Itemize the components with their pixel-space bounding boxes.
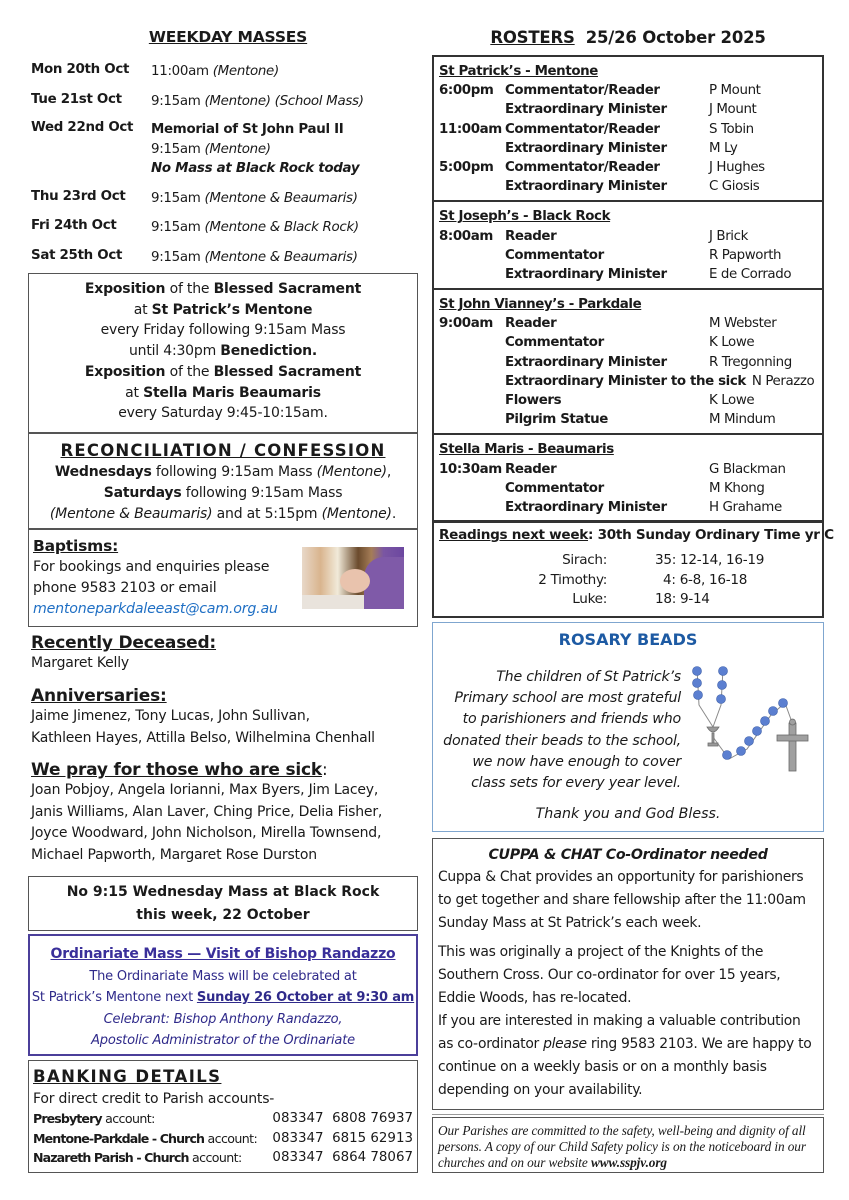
rosters-title: ROSTERS xyxy=(490,28,575,47)
weekday-mass-row xyxy=(31,248,358,268)
roster-row xyxy=(439,333,818,352)
account-bsb: 083347 xyxy=(272,1111,324,1126)
roster-time: 5:00pm xyxy=(439,159,494,175)
weekday-mass-row xyxy=(31,62,279,82)
cuppa-chat-box xyxy=(432,838,824,1110)
rosary-title: ROSARY BEADS xyxy=(558,630,698,649)
exposition-label: Exposition xyxy=(84,363,166,380)
baptisms-box xyxy=(28,529,418,627)
reconciliation-day: Saturdays xyxy=(103,485,182,501)
reading-reference: 18: 9-14 xyxy=(655,591,710,607)
rosary-text-line: donated their beads to the school, xyxy=(443,732,681,749)
roster-person: M Ly xyxy=(709,140,738,156)
reading-book: Sirach: xyxy=(562,552,607,568)
exposition-church: St Patrick’s Mentone xyxy=(151,301,313,318)
banking-details-box xyxy=(28,1060,418,1173)
cuppa-description: Cuppa & Chat provides an opportunity for parishioners to get together and share fellowship after the 11:00am Sunday Mass at St Patrick’s each week. xyxy=(438,869,806,931)
account-number: 6864 78067 xyxy=(332,1150,413,1165)
rosary-image xyxy=(685,665,815,785)
roster-person: M Webster xyxy=(709,316,777,332)
roster-person: J Mount xyxy=(709,102,757,118)
reconciliation-title: RECONCILIATION / CONFESSION xyxy=(60,441,386,460)
roster-church-section xyxy=(434,435,822,521)
mass-location: (Mentone & Beaumaris) xyxy=(204,191,358,206)
roster-role: Pilgrim Statue xyxy=(505,412,608,428)
mass-day: Wed 22nd Oct xyxy=(31,120,134,135)
roster-role: Commentator/Reader xyxy=(505,159,660,175)
chalice-icon xyxy=(707,727,719,746)
roster-church-section xyxy=(434,290,822,435)
anniversary-names: Kathleen Hayes, Attilla Belso, Wilhelmina Chenhall xyxy=(31,729,375,746)
rosary-bead xyxy=(761,717,770,726)
roster-person: M Khong xyxy=(709,480,765,496)
rosary-bead xyxy=(693,679,702,688)
ordinariate-date: Sunday 26 October at 9:30 am xyxy=(196,990,415,1005)
baptisms-email-link[interactable]: mentoneparkdaleeast@cam.org.au xyxy=(33,601,278,617)
reconciliation-day: Wednesdays xyxy=(54,464,152,480)
roster-person: C Giosis xyxy=(709,179,760,195)
reading-reference: 35: 12-14, 16-19 xyxy=(655,552,765,568)
exposition-sacrament: Blessed Sacrament xyxy=(213,281,362,297)
anniversaries-section xyxy=(31,686,426,749)
roster-person: J Brick xyxy=(709,228,748,244)
cuppa-history: This was originally a project of the Knights of the Southern Cross. Our co-ordinator for over 15 years, Eddie Woods, has re-located. xyxy=(438,944,781,1006)
rosary-bead xyxy=(693,667,702,676)
mass-location: (Mentone & Beaumaris) xyxy=(204,250,358,265)
reading-row xyxy=(439,571,817,591)
sick-section xyxy=(31,760,426,866)
child-safety-notice xyxy=(432,1117,824,1173)
rosary-text-line: to parishioners and friends who xyxy=(462,711,681,728)
bank-account-row xyxy=(33,1148,413,1168)
exposition-text: at xyxy=(125,384,144,401)
readings-title-label: Readings next week xyxy=(439,527,589,543)
no-mass-notice xyxy=(28,876,418,931)
banking-subtitle: For direct credit to Parish accounts- xyxy=(33,1091,275,1107)
divider xyxy=(432,1114,824,1115)
roster-person: P Mount xyxy=(709,83,761,99)
rosary-thanks: Thank you and God Bless. xyxy=(535,806,721,822)
exposition-text: of the xyxy=(165,363,214,380)
anniversary-names: Jaime Jimenez, Tony Lucas, John Sullivan, xyxy=(31,708,310,724)
reconciliation-text: , xyxy=(386,464,392,480)
account-bsb: 083347 xyxy=(272,1150,324,1165)
recently-deceased-title: Recently Deceased: xyxy=(31,633,217,653)
roster-role: Extraordinary Minister xyxy=(505,140,667,156)
roster-row xyxy=(439,372,818,391)
sick-title: We pray for those who are sick xyxy=(31,760,322,780)
website-link[interactable]: www.sspjv.org xyxy=(590,1154,667,1170)
cuppa-appeal-emphasis: please xyxy=(543,1036,587,1052)
exposition-church: Stella Maris Beaumaris xyxy=(143,384,321,401)
baptism-photo xyxy=(302,547,404,609)
rosary-text-line: Primary school are most grateful xyxy=(454,690,681,707)
mass-day: Thu 23rd Oct xyxy=(31,189,126,204)
roster-row xyxy=(439,353,818,372)
mass-day: Mon 20th Oct xyxy=(31,62,130,77)
mass-alert: No Mass at Black Rock today xyxy=(151,161,360,176)
exposition-sacrament: Blessed Sacrament xyxy=(213,363,362,380)
rosters-table xyxy=(432,55,824,523)
rosary-bead xyxy=(717,695,726,704)
roster-person: M Mindum xyxy=(709,412,776,428)
bank-account-row xyxy=(33,1129,413,1149)
rosary-bead xyxy=(769,707,778,716)
rosary-bead xyxy=(779,699,788,708)
roster-role: Commentator/Reader xyxy=(505,83,660,99)
rosary-bead xyxy=(753,727,762,736)
exposition-text: at xyxy=(133,301,152,318)
account-name: Nazareth Parish - Church xyxy=(33,1150,189,1165)
rosary-text-line: class sets for every year level. xyxy=(471,775,681,792)
account-suffix: account: xyxy=(204,1130,258,1146)
reconciliation-text: and at 5:15pm xyxy=(212,506,322,522)
weekday-mass-row xyxy=(31,218,359,238)
roster-role: Reader xyxy=(505,228,557,244)
roster-church-section xyxy=(434,57,822,202)
mass-time: 9:15am xyxy=(151,141,201,157)
deceased-names: Margaret Kelly xyxy=(31,655,129,671)
roster-church-name: St Joseph’s - Black Rock xyxy=(439,209,611,225)
mass-time: 11:00am xyxy=(151,64,209,79)
rosters-header xyxy=(432,28,824,47)
sick-names: Joan Pobjoy, Angela Iorianni, Max Byers, Jim Lacey, xyxy=(31,782,379,798)
mass-location: (Mentone & Black Rock) xyxy=(204,220,359,235)
roster-role: Extraordinary Minister xyxy=(505,500,667,515)
no-mass-text: No 9:15 Wednesday Mass at Black Rock xyxy=(66,884,380,900)
roster-row xyxy=(439,460,818,479)
reading-row xyxy=(439,590,817,610)
exposition-text: until 4:30pm xyxy=(128,343,221,360)
roster-time: 10:30am xyxy=(439,461,502,477)
exposition-label: Exposition xyxy=(84,281,166,297)
roster-row xyxy=(439,81,818,100)
cuppa-appeal-text: If you are interested in making a valuable contribution as co-ordinator xyxy=(438,1013,801,1052)
roster-row xyxy=(439,139,818,158)
roster-row xyxy=(439,391,818,410)
ordinariate-title: Ordinariate Mass — Visit of Bishop Randazzo xyxy=(50,946,396,962)
rosary-text-line: we now have enough to cover xyxy=(472,753,681,770)
sick-names: Joyce Woodward, John Nicholson, Mirella Townsend, xyxy=(31,825,382,841)
cuppa-appeal-text: ring 9583 2103. We are happy to continue on a weekly basis or on a monthly basis depending on your availability. xyxy=(438,1036,812,1098)
roster-person: N Perazzo xyxy=(751,373,815,389)
baptisms-text: For bookings and enquiries please xyxy=(33,559,270,575)
roster-role: Extraordinary Minister xyxy=(505,266,667,282)
roster-role: Extraordinary Minister xyxy=(505,179,667,195)
mass-time: 9:15am xyxy=(151,220,201,235)
roster-role: Extraordinary Minister xyxy=(505,354,667,370)
cuppa-appeal xyxy=(438,1010,818,1102)
roster-row xyxy=(439,498,818,517)
weekday-masses-title: WEEKDAY MASSES xyxy=(148,28,308,46)
rosters-date: 25/26 October 2025 xyxy=(585,28,766,47)
account-name: Mentone-Parkdale - Church xyxy=(33,1130,205,1146)
exposition-schedule: every Friday following 9:15am Mass xyxy=(100,322,346,339)
roster-time: 8:00am xyxy=(439,228,493,244)
no-mass-date: this week, 22 October xyxy=(136,907,310,923)
roster-row xyxy=(439,265,818,284)
exposition-box xyxy=(28,273,418,433)
roster-church-name: Stella Maris - Beaumaris xyxy=(439,442,614,458)
reading-book: Luke: xyxy=(572,591,607,607)
roster-role: Extraordinary Minister xyxy=(505,102,667,118)
reading-reference: 4: 6-8, 16-18 xyxy=(655,571,748,588)
roster-time: 11:00am xyxy=(439,121,502,137)
mass-day: Sat 25th Oct xyxy=(31,248,123,263)
crucifix-icon xyxy=(777,719,808,771)
mass-location: (Mentone) xyxy=(212,64,279,79)
reconciliation-location: (Mentone) xyxy=(321,506,392,522)
mass-time: 9:15am xyxy=(151,191,201,206)
roster-role: Commentator xyxy=(505,247,604,263)
recently-deceased-section xyxy=(31,633,426,675)
mass-location: (Mentone) (School Mass) xyxy=(204,94,364,109)
rosary-bead xyxy=(723,751,732,760)
mass-time: 9:15am xyxy=(151,94,201,109)
banking-title: BANKING DETAILS xyxy=(33,1067,222,1086)
mass-day: Tue 21st Oct xyxy=(31,92,122,107)
roster-row xyxy=(439,246,818,265)
exposition-text: of the xyxy=(165,281,214,297)
baptisms-phone: phone 9583 2103 or email xyxy=(33,580,217,596)
roster-role: Commentator/Reader xyxy=(505,121,660,137)
mass-day: Fri 24th Oct xyxy=(31,218,117,233)
roster-row xyxy=(439,314,818,333)
mass-feast: Memorial of St John Paul II xyxy=(151,122,344,137)
roster-role: Flowers xyxy=(505,393,562,409)
weekday-mass-row xyxy=(31,120,359,179)
roster-person: H Grahame xyxy=(709,500,782,515)
sick-title-colon: : xyxy=(322,760,328,780)
roster-church-name: St Patrick’s - Mentone xyxy=(439,64,598,79)
roster-person: G Blackman xyxy=(709,461,786,477)
weekday-mass-row xyxy=(31,92,364,112)
bank-account-row xyxy=(33,1109,413,1129)
roster-row xyxy=(439,479,818,498)
ordinariate-mass-box xyxy=(28,934,418,1056)
account-number: 6808 76937 xyxy=(332,1111,413,1126)
rosary-beads-box xyxy=(432,622,824,832)
roster-role: Reader xyxy=(505,316,557,332)
benediction-label: Benediction. xyxy=(220,343,318,360)
rosary-bead xyxy=(745,737,754,746)
roster-church-section xyxy=(434,202,822,290)
roster-person: R Papworth xyxy=(709,247,782,263)
safety-text: Our Parishes are committed to the safety, well-being and dignity of all persons. A copy of our Child Safety policy is on the noticeboard in our churches and on our website xyxy=(438,1123,806,1170)
roster-role: Extraordinary Minister to the sick xyxy=(505,373,746,389)
rosary-bead xyxy=(694,691,703,700)
roster-person: K Lowe xyxy=(709,393,755,409)
ordinariate-celebrant: Celebrant: Bishop Anthony Randazzo, xyxy=(103,1011,343,1027)
roster-person: K Lowe xyxy=(709,335,755,351)
account-suffix: account: xyxy=(101,1111,155,1126)
reconciliation-box xyxy=(28,433,418,529)
rosary-text-line: The children of St Patrick’s xyxy=(496,669,681,685)
exposition-schedule: every Saturday 9:45-10:15am. xyxy=(118,405,328,422)
roster-person: J Hughes xyxy=(709,159,765,175)
roster-church-name: St John Vianney’s - Parkdale xyxy=(439,297,642,313)
rosary-bead xyxy=(737,747,746,756)
account-bsb: 083347 xyxy=(272,1130,324,1146)
reconciliation-text: following 9:15am Mass xyxy=(181,485,343,501)
roster-person: R Tregonning xyxy=(709,354,792,370)
roster-role: Reader xyxy=(505,461,557,477)
reconciliation-text: following 9:15am Mass xyxy=(151,464,317,480)
roster-row xyxy=(439,227,818,246)
ordinariate-text: St Patrick’s Mentone next xyxy=(31,990,197,1005)
readings-box xyxy=(432,520,834,618)
weekday-mass-row xyxy=(31,189,358,209)
sick-names: Michael Papworth, Margaret Rose Durston xyxy=(31,846,317,863)
roster-person: E de Corrado xyxy=(709,266,792,282)
readings-title xyxy=(439,527,834,543)
roster-row xyxy=(439,100,818,119)
rosary-message xyxy=(421,667,681,794)
roster-row xyxy=(439,120,818,139)
rosary-bead xyxy=(718,681,727,690)
roster-row xyxy=(439,177,818,196)
reconciliation-location: (Mentone & Beaumaris) xyxy=(49,506,213,522)
cuppa-title: CUPPA & CHAT Co-Ordinator needed xyxy=(488,847,768,863)
reconciliation-text: . xyxy=(391,506,397,522)
account-number: 6815 62913 xyxy=(332,1130,413,1146)
roster-row xyxy=(439,410,818,429)
roster-row xyxy=(439,158,818,177)
account-name: Presbytery xyxy=(33,1111,102,1126)
ordinariate-celebrant-title: Apostolic Administrator of the Ordinariate xyxy=(91,1033,355,1048)
anniversaries-title: Anniversaries: xyxy=(31,686,167,706)
sick-names: Janis Williams, Alan Laver, Ching Price, Delia Fisher, xyxy=(31,803,383,820)
rosary-bead xyxy=(719,667,728,676)
account-suffix: account: xyxy=(188,1150,242,1165)
reading-book: 2 Timothy: xyxy=(538,571,607,588)
roster-role: Commentator xyxy=(505,335,604,351)
reconciliation-location: (Mentone) xyxy=(316,464,387,480)
mass-time: 9:15am xyxy=(151,250,201,265)
mass-location: (Mentone) xyxy=(204,141,271,157)
reading-row xyxy=(439,551,817,571)
readings-title-occasion: : 30th Sunday Ordinary Time yr C xyxy=(588,527,834,543)
ordinariate-text: The Ordinariate Mass will be celebrated at xyxy=(89,968,357,984)
roster-time: 9:00am xyxy=(439,316,493,332)
roster-person: S Tobin xyxy=(709,121,754,137)
roster-time: 6:00pm xyxy=(439,83,494,99)
baptisms-title: Baptisms: xyxy=(33,537,119,555)
roster-role: Commentator xyxy=(505,480,604,496)
